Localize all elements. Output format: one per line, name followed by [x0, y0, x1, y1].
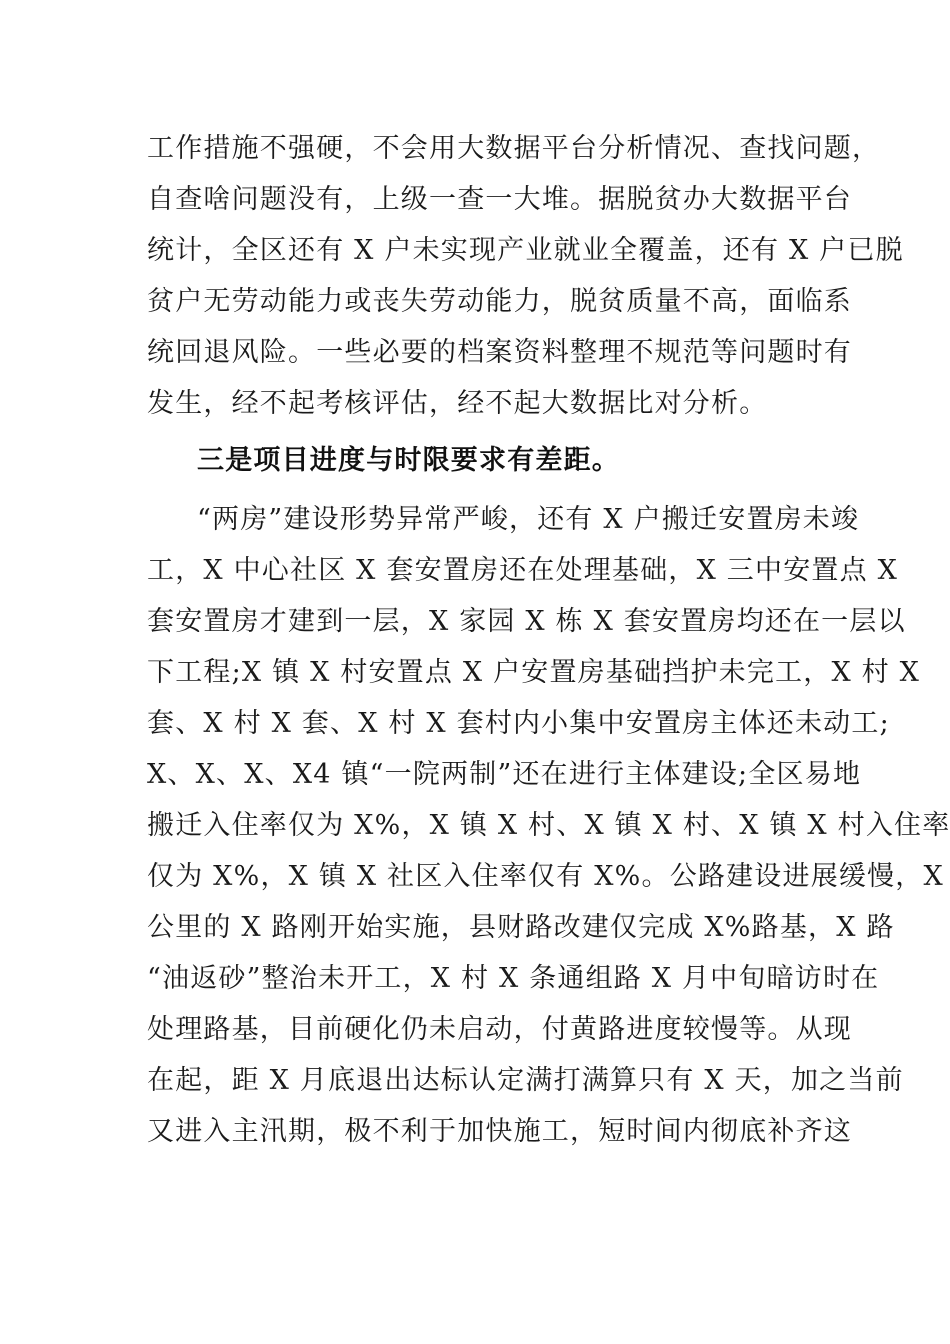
- text-line: 统计，全区还有 X 户未实现产业就业全覆盖，还有 X 户已脱: [147, 235, 904, 266]
- text-line: “油返砂”整治未开工，X 村 X 条通组路 X 月中旬暗访时在: [147, 963, 880, 994]
- text-line: 贫户无劳动能力或丧失劳动能力，脱贫质量不高，面临系: [147, 286, 852, 317]
- text-line: 工，X 中心社区 X 套安置房还在处理基础，X 三中安置点 X: [147, 555, 898, 586]
- text-line: 公里的 X 路刚开始实施，县财路改建仅完成 X%路基，X 路: [147, 912, 895, 943]
- text-line: 工作措施不强硬，不会用大数据平台分析情况、查找问题，: [147, 133, 881, 164]
- text-line: 套、X 村 X 套、X 村 X 套村内小集中安置房主体还未动工;: [147, 708, 890, 739]
- text-line: 仅为 X%，X 镇 X 社区入住率仅有 X%。公路建设进展缓慢，X: [147, 861, 944, 892]
- text-line: 套安置房才建到一层，X 家园 X 栋 X 套安置房均还在一层以: [147, 606, 906, 637]
- text-line: 自查啥问题没有，上级一查一大堆。据脱贫办大数据平台: [147, 184, 852, 215]
- text-line: 又进入主汛期，极不利于加快施工，短时间内彻底补齐这: [147, 1116, 852, 1147]
- text-line: “两房”建设形势异常严峻，还有 X 户搬迁安置房未竣: [197, 504, 860, 535]
- text-line: 在起，距 X 月底退出达标认定满打满算只有 X 天，加之当前: [147, 1065, 904, 1096]
- text-line: 处理路基，目前硬化仍未启动，付黄路进度较慢等。从现: [147, 1014, 852, 1045]
- text-line: 统回退风险。一些必要的档案资料整理不规范等问题时有: [147, 337, 852, 368]
- text-line: 下工程;X 镇 X 村安置点 X 户安置房基础挡护未完工，X 村 X: [147, 657, 921, 688]
- text-line: 搬迁入住率仅为 X%，X 镇 X 村、X 镇 X 村、X 镇 X 村入住率: [147, 810, 950, 841]
- text-line: 发生，经不起考核评估，经不起大数据比对分析。: [147, 388, 768, 419]
- text-line: X、X、X、X4 镇“一院两制”还在进行主体建设;全区易地: [147, 759, 862, 790]
- section-heading: 三是项目进度与时限要求有差距。: [197, 445, 620, 476]
